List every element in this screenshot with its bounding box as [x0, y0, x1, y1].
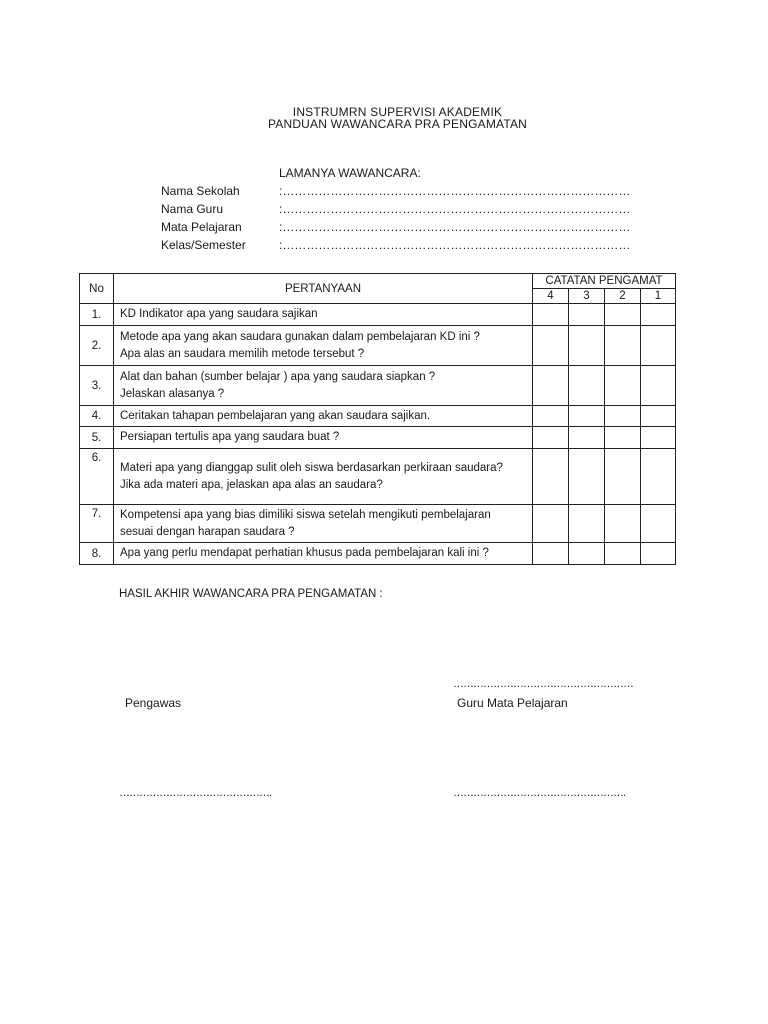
header-no: No: [80, 274, 114, 304]
question-line: Jika ada materi apa, jelaskan apa alas an saudara?: [120, 478, 383, 491]
score-cell[interactable]: [641, 406, 676, 427]
score-cell[interactable]: [605, 406, 641, 427]
score-cell[interactable]: [569, 304, 605, 326]
header-score-3: 3: [569, 289, 605, 304]
interview-table: [79, 273, 676, 565]
header-score-1: 1: [641, 289, 676, 304]
supervisor-signature-line: ……………………………………….: [119, 787, 272, 799]
score-cell[interactable]: [533, 406, 569, 427]
question-line: Persiapan tertulis apa yang saudara buat ?: [120, 431, 340, 443]
score-cell[interactable]: [569, 366, 605, 406]
header-score-2: 2: [605, 289, 641, 304]
document-title: INSTRUMRN SUPERVISI AKADEMIK: [292, 105, 503, 119]
score-cell[interactable]: [605, 505, 641, 543]
score-cell[interactable]: [641, 427, 676, 449]
row-number: 7.: [80, 505, 114, 543]
score-cell[interactable]: [569, 449, 605, 505]
row-question: [114, 543, 533, 565]
row-question: [114, 304, 533, 326]
score-cell[interactable]: [641, 449, 676, 505]
row-question: [114, 366, 533, 406]
score-cell[interactable]: [605, 326, 641, 366]
score-cell[interactable]: [605, 543, 641, 565]
question-line: Apa yang perlu mendapat perhatian khusus pada pembelajaran kali ini ?: [120, 547, 489, 559]
question-line: KD Indikator apa yang saudara sajikan: [120, 308, 318, 320]
table-row: [80, 304, 676, 326]
score-cell[interactable]: [533, 543, 569, 565]
table-row: [80, 326, 676, 366]
question-line: Metode apa yang akan saudara gunakan dalam pembelajaran KD ini ?: [120, 330, 480, 343]
teacher-signature-line: …………………………………………….: [453, 787, 626, 799]
question-line: Kompetensi apa yang bias dimiliki siswa setelah mengikuti pembelajaran sesuai dengan harapan saudara ?: [120, 508, 491, 538]
table-row: [80, 543, 676, 565]
score-cell[interactable]: [569, 427, 605, 449]
score-cell[interactable]: [605, 449, 641, 505]
score-cell[interactable]: [533, 427, 569, 449]
row-number: 8.: [80, 543, 114, 565]
school-name-label: Nama Sekolah: [161, 184, 240, 198]
header-question: PERTANYAAN: [114, 274, 533, 304]
question-line: Apa alas an saudara memilih metode tersebut ?: [120, 347, 365, 360]
header-score-4: 4: [533, 289, 569, 304]
row-number: 4.: [80, 406, 114, 427]
score-cell[interactable]: [605, 427, 641, 449]
subject-field: :……………………………………………………………………………: [279, 220, 631, 234]
place-date-line: ………………………………………………: [453, 678, 633, 690]
score-cell[interactable]: [641, 366, 676, 406]
score-cell[interactable]: [533, 326, 569, 366]
teacher-signature-label: Guru Mata Pelajaran: [457, 696, 568, 710]
school-name-field: :……………………………………………………………………………: [279, 184, 631, 198]
row-number: 1.: [80, 304, 114, 326]
row-number: 2.: [80, 326, 114, 366]
row-number: 3.: [80, 366, 114, 406]
question-line: Jelaskan alasanya ?: [120, 387, 225, 400]
score-cell[interactable]: [569, 406, 605, 427]
subject-label: Mata Pelajaran: [161, 220, 242, 234]
score-cell[interactable]: [569, 505, 605, 543]
header-observer-notes: CATATAN PENGAMAT: [533, 274, 676, 289]
row-question: [114, 406, 533, 427]
interview-duration-label: LAMANYA WAWANCARA:: [279, 166, 421, 180]
supervisor-label: Pengawas: [125, 696, 182, 710]
table-row: [80, 427, 676, 449]
row-question: [114, 505, 533, 543]
class-semester-label: Kelas/Semester: [161, 238, 246, 252]
teacher-name-label: Nama Guru: [161, 202, 224, 216]
score-cell[interactable]: [533, 304, 569, 326]
final-result-label: HASIL AKHIR WAWANCARA PRA PENGAMATAN :: [119, 588, 383, 600]
row-question: [114, 449, 533, 505]
score-cell[interactable]: [533, 505, 569, 543]
score-cell[interactable]: [569, 543, 605, 565]
class-semester-field: :……………………………………………………………………………: [279, 238, 631, 252]
question-line: Materi apa yang dianggap sulit oleh siswa berdasarkan perkiraan saudara?: [120, 461, 503, 474]
score-cell[interactable]: [569, 326, 605, 366]
table-row: [80, 505, 676, 543]
table-row: [80, 406, 676, 427]
score-cell[interactable]: [533, 449, 569, 505]
question-line: Alat dan bahan (sumber belajar ) apa yang saudara siapkan ?: [120, 370, 436, 383]
row-question: [114, 427, 533, 449]
score-cell[interactable]: [641, 326, 676, 366]
table-row: [80, 366, 676, 406]
row-question: [114, 326, 533, 366]
document-subtitle: PANDUAN WAWANCARA PRA PENGAMATAN: [267, 117, 528, 131]
score-cell[interactable]: [605, 366, 641, 406]
question-line: Ceritakan tahapan pembelajaran yang akan saudara sajikan.: [120, 409, 431, 422]
table-row: [80, 449, 676, 505]
score-cell[interactable]: [641, 543, 676, 565]
teacher-name-field: :……………………………………………………………………………: [279, 202, 631, 216]
score-cell[interactable]: [641, 505, 676, 543]
row-number: 6.: [80, 449, 114, 505]
score-cell[interactable]: [641, 304, 676, 326]
row-number: 5.: [80, 427, 114, 449]
score-cell[interactable]: [605, 304, 641, 326]
score-cell[interactable]: [533, 366, 569, 406]
